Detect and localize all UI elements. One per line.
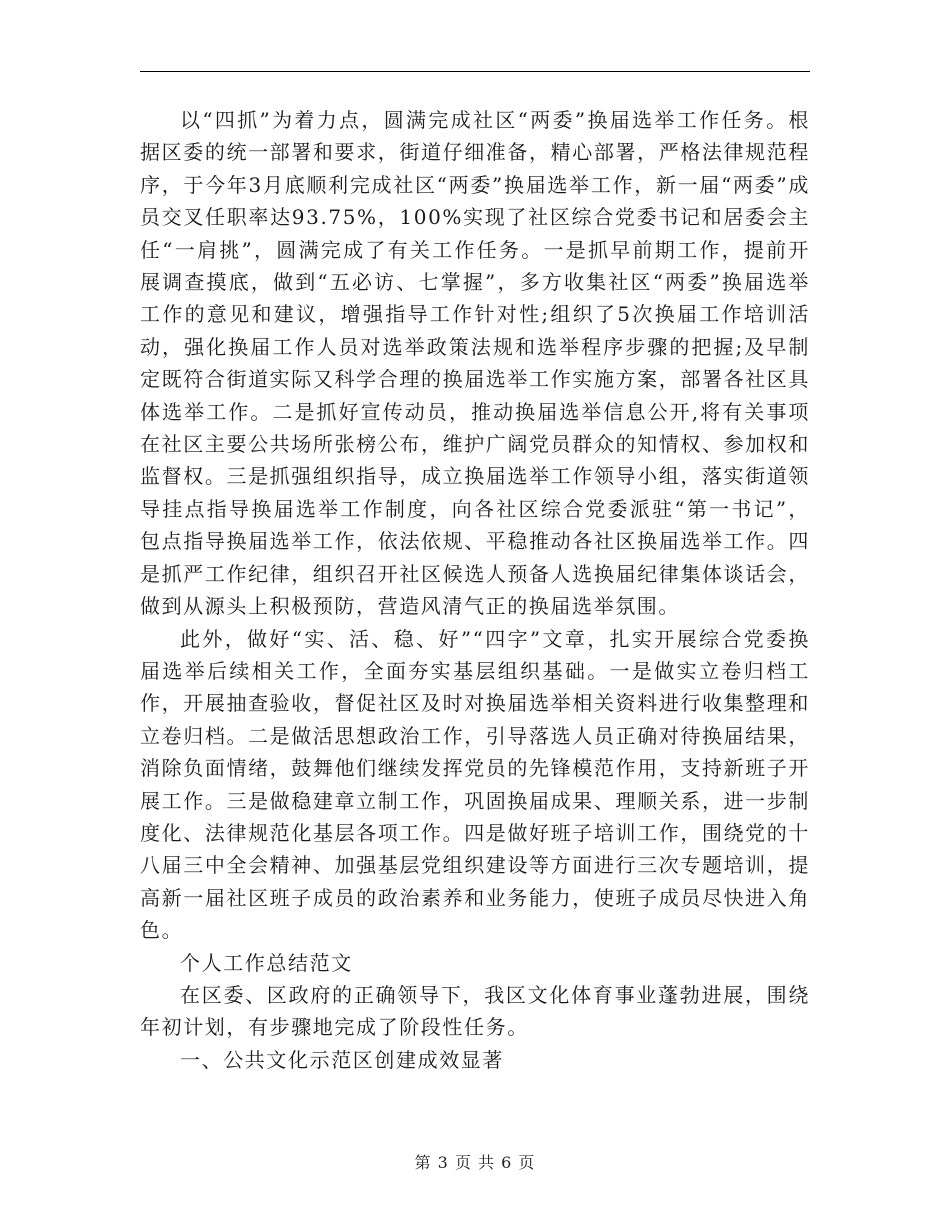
header-rule bbox=[140, 71, 810, 72]
article-title: 个人工作总结范文 bbox=[180, 950, 353, 975]
body-paragraph: 以“四抓”为着力点，圆满完成社区“两委”换届选举工作任务。根据区委的统一部署和要求，街道仔细准备，精心部署，严格法律规范程序，于今年3月底顺利完成社区“两委”换届选举工作，新一届“两委”成员交叉任职率达93.75%，100%实现了社区综合党委书记和居委会主任“一肩挑”，圆满完成了有关工作任务。一是抓早前期工作，提前开展调查摸底，做到“五必访、七掌握”，多方收集社区“两委”换届选举工作的意见和建议，增强指导工作针对性;组织了5次换届工作培训活动，强化换届工作人员对选举政策法规和选举程序步骤的把握;及早制定既符合街道实际又科学合理的换届选举工作实施方案，部署各社区具体选举工作。二是抓好宣传动员，推动换届选举信息公开,将有关事项在社区主要公共场所张榜公布，维护广阔党员群众的知情权、参加权和监督权。三是抓强组织指导，成立换届选举工作领导小组，落实街道领导挂点指导换届选举工作制度，向各社区综合党委派驻“第一书记”，包点指导换届选举工作，依法依规、平稳推动各社区换届选举工作。四是抓严工作纪律，组织召开社区候选人预备人选换届纪律集体谈话会，做到从源头上积极预防，营造风清气正的换届选举氛围。 bbox=[140, 108, 810, 619]
section-heading: 一、公共文化示范区创建成效显著 bbox=[180, 1047, 504, 1072]
document-body bbox=[140, 104, 810, 1076]
body-paragraph: 此外，做好“实、活、稳、好”“四字”文章，扎实开展综合党委换届选举后续相关工作，全面夯实基层组织基础。一是做实立卷归档工作，开展抽查验收，督促社区及时对换届选举相关资料进行收集整理和立卷归档。二是做活思想政治工作，引导落选人员正确对待换届结果，消除负面情绪，鼓舞他们继续发挥党员的先锋模范作用，支持新班子开展工作。三是做稳建章立制工作，巩固换届成果、理顺关系，进一步制度化、法律规范化基层各项工作。四是做好班子培训工作，围绕党的十八届三中全会精神、加强基层党组织建设等方面进行三次专题培训，提高新一届社区班子成员的政治素养和业务能力，使班子成员尽快进入角色。 bbox=[140, 626, 810, 943]
intro-paragraph: 在区委、区政府的正确领导下，我区文化体育事业蓬勃进展，围绕年初计划，有步骤地完成了阶段性任务。 bbox=[140, 982, 810, 1040]
page-number: 第 3 页 共 6 页 bbox=[414, 1153, 536, 1172]
